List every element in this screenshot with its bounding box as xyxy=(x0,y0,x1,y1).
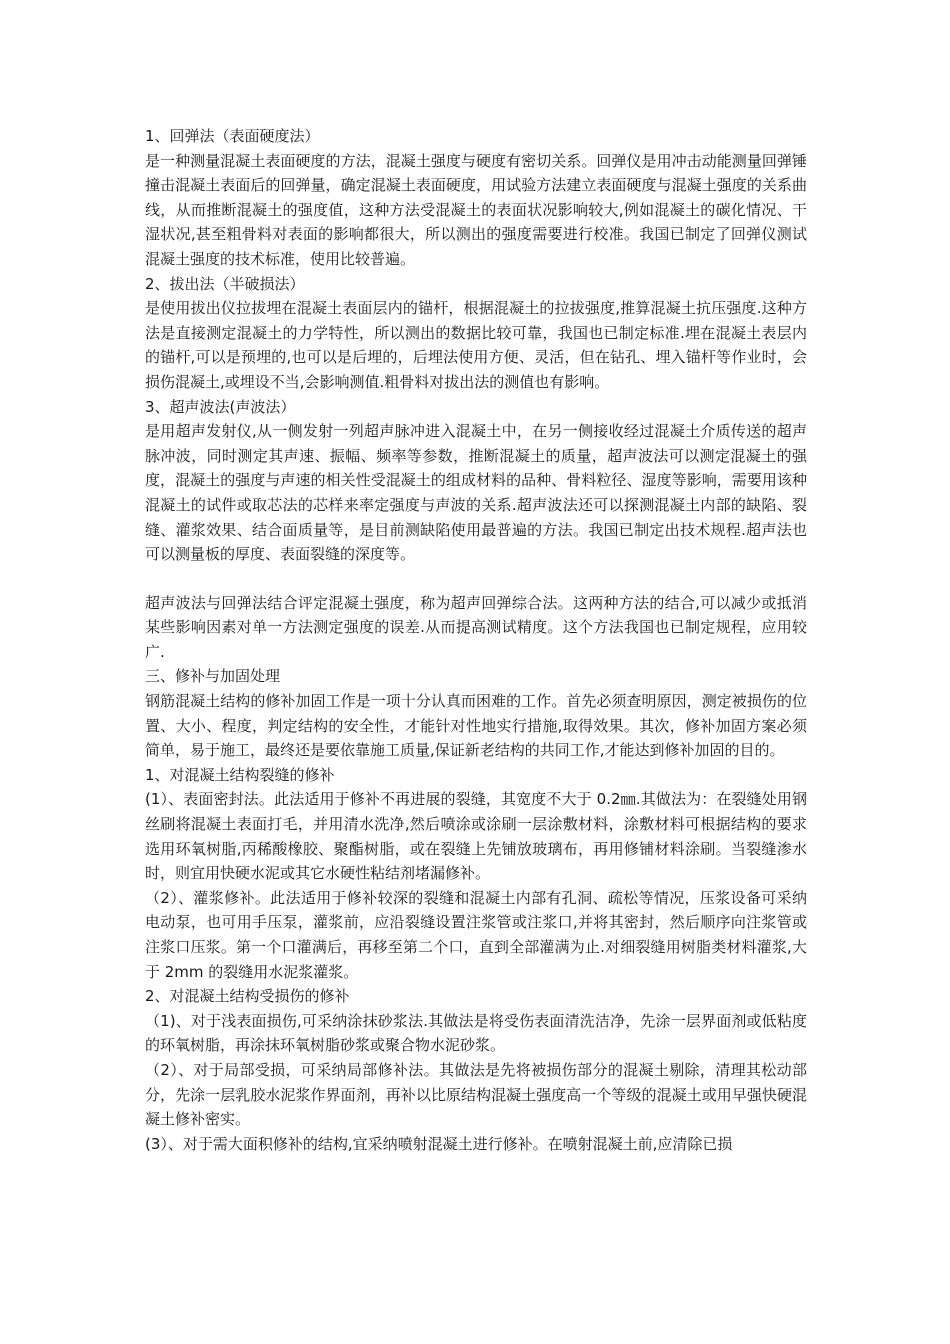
paragraph-local-damage: （2）、对于局部受损，可采纳局部修补法。其做法是先将被损伤部分的混凝土剔除，清理其松动部分，先涂一层乳胶水泥浆作界面剂，再补以比原结构混凝土强度高一个等级的混凝土或用早强快硬混凝土修补密实。 xyxy=(145,1060,807,1129)
heading-damage-repair: 2、对混凝土结构受损伤的修补 xyxy=(145,987,350,1006)
paragraph-large-area-repair: (3）、对于需大面积修补的结构,宜采纳喷射混凝土进行修补。在喷射混凝土前,应清除已损 xyxy=(145,1134,733,1153)
document-body xyxy=(145,124,807,1156)
heading-crack-repair: 1、对混凝土结构裂缝的修补 xyxy=(145,765,335,784)
paragraph-repair-intro: 钢筋混凝土结构的修补加固工作是一项十分认真而困难的工作。首先必须查明原因，测定被损伤的位置、大小、程度，判定结构的安全性，才能针对性地实行措施,取得效果。其次，修补加固方案必须简单，易于施工，最终还是要依靠施工质量,保证新老结构的共同工作,才能达到修补加固的目的。 xyxy=(145,692,807,760)
paragraph-shallow-damage: （1)、对于浅表面损伤,可采纳涂抹砂浆法.其做法是将受伤表面清洗洁净，先涂一层界面剂或低粘度的环氧树脂，再涂抹环氧树脂砂浆或聚合物水泥砂浆。 xyxy=(145,1011,807,1055)
paragraph-ultrasonic-method: 是用超声发射仪,从一侧发射一列超声脉冲进入混凝土中，在另一侧接收经过混凝土介质传送的超声脉冲波，同时测定其声速、振幅、频率等参数，推断混凝土的质量，超声波法可以测定混凝土的强度，混凝土的强度与声速的相关性受混凝土的组成材料的品种、骨料粒径、湿度等影响，需要用该种混凝土的试件或取芯法的芯样来率定强度与声波的关系.超声波法还可以探测混凝土内部的缺陷、裂缝、灌浆效果、结合面质量等，是目前测缺陷使用最普遍的方法。我国已制定出技术规程.超声法也可以测量板的厚度、表面裂缝的深度等。 xyxy=(145,422,807,564)
heading-rebound-method: 1、回弹法（表面硬度法） xyxy=(145,127,320,145)
paragraph-spacer xyxy=(145,567,807,591)
paragraph-combined-method: 超声波法与回弹法结合评定混凝土强度，称为超声回弹综合法。这两种方法的结合,可以减少或抵消某些影响因素对单一方法测定强度的误差.从而提高测试精度。这个方法我国也已制定规程，应用较广. xyxy=(145,593,807,661)
paragraph-rebound-method: 是一种测量混凝土表面硬度的方法，混凝土强度与硬度有密切关系。回弹仪是用冲击动能测量回弹锤撞击混凝土表面后的回弹量，确定混凝土表面硬度，用试验方法建立表面硬度与混凝土强度的关系曲线，从而推断混凝土的强度值，这种方法受混凝土的表面状况影响较大,例如混凝土的碳化情况、干湿状况,甚至粗骨料对表面的影响都很大，所以测出的强度需要进行校准。我国已制定了回弹仪测试混凝土强度的技术标准，使用比较普遍。 xyxy=(145,151,807,268)
heading-repair-reinforcement: 三、修补与加固处理 xyxy=(145,667,281,686)
paragraph-pull-out-method: 是使用拔出仪拉拔埋在混凝土表面层内的锚杆，根据混凝土的拉拔强度,推算混凝土抗压强度.这种方法是直接测定混凝土的力学特性，所以测出的数据比较可靠，我国也已制定标准.埋在混凝土表层内的锚杆,可以是预埋的,也可以是后埋的，后埋法使用方便、灵活，但在钻孔、埋入锚杆等作业时，会损伤混凝土,或埋设不当,会影响测值.粗骨料对拔出法的测值也有影响。 xyxy=(145,299,807,391)
heading-pull-out-method: 2、拔出法（半破损法） xyxy=(145,274,305,293)
paragraph-surface-sealing: (1）、表面密封法。此法适用于修补不再进展的裂缝，其宽度不大于 0.2㎜.其做法为：在裂缝处用钢丝刷将混凝土表面打毛，并用清水洗净,然后喷涂或涂刷一层涂敷材料，涂敷材料可根据结构的要求选用环氧树脂,丙稀酸橡胶、聚酯树脂，或在裂缝上先铺放玻璃布，再用修铺材料涂刷。当裂缝渗水时，则宜用快硬水泥或其它水硬性粘结剂堵漏修补。 xyxy=(145,790,807,883)
heading-ultrasonic-method: 3、超声波法(声波法） xyxy=(145,397,296,416)
paragraph-grouting-repair: （2）、灌浆修补。此法适用于修补较深的裂缝和混凝土内部有孔洞、疏松等情况，压浆设备可采纳电动泵，也可用手压泵，灌浆前，应沿裂缝设置注浆管或注浆口,并将其密封，然后顺序向注浆管或注浆口压浆。第一个口灌满后，再移至第二个口，直到全部灌满为止.对细裂缝用树脂类材料灌浆,大于 2mm 的裂缝用水泥浆灌浆。 xyxy=(145,888,807,981)
